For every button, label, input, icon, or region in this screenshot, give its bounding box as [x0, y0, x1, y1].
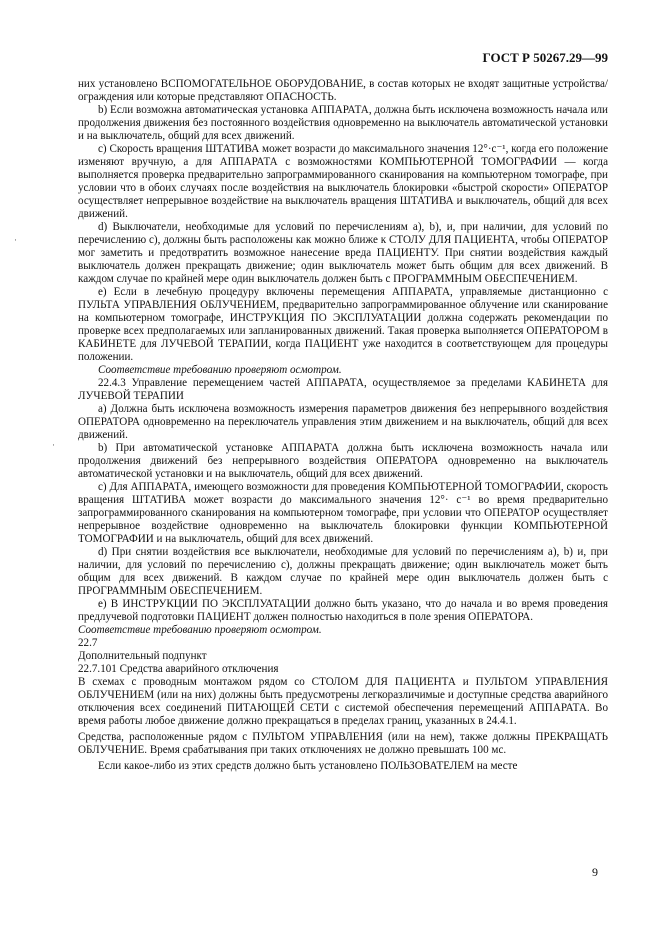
margin-mark: ·	[14, 235, 17, 245]
paragraph: d) Выключатели, необходимые для условий по перечислениям а), b), и, при наличии, для условий по перечислению с), должны быть расположены как можно ближе к СТОЛУ ДЛЯ ПАЦИЕНТА, чтобы ОПЕРАТОР мог заметить и предотвратить возможное нанесение вреда ПАЦИЕНТУ. При снятии воздействия каждый выключатель должен прекращать движение; один выключатель может быть общим для всех движений. В каждом случае по крайней мере один выключатель должен быть с ПРОГРАММНЫМ ОБЕСПЕЧЕНИЕМ.	[78, 221, 608, 285]
paragraph: е) Если в лечебную процедуру включены перемещения АППАРАТА, управляемые дистанционно с ПУЛЬТА УПРАВЛЕНИЯ ОБЛУЧЕНИЕМ, предварительно запрограммированное облучение или сканирование на компьютерном томографе, ИНСТРУКЦИЯ ПО ЭКСПЛУАТАЦИИ должна содержать рекомендации по проверке всех предполагаемых или запланированных движений. Такая проверка выполняется ОПЕРАТОРОМ в КАБИНЕТЕ для ЛУЧЕВОЙ ТЕРАПИИ, когда ПАЦИЕНТ уже находится в соответствующем для процедуры положении.	[78, 286, 608, 363]
paragraph: них установлено ВСПОМОГАТЕЛЬНОЕ ОБОРУДОВАНИЕ, в состав которых не входят защитные устройства/ограждения или которые представляют ОПАСНОСТЬ.	[78, 78, 608, 103]
paragraph: 22.7.101 Средства аварийного отключения	[78, 663, 279, 675]
paragraph: В схемах с проводным монтажом рядом со СТОЛОМ ДЛЯ ПАЦИЕНТА и ПУЛЬТОМ УПРАВЛЕНИЯ ОБЛУЧЕНИЕМ (или на них) должны быть предусмотрены легкоразличимые и доступные средства аварийного отключения всех соединений ПИТАЮЩЕЙ СЕТИ с системой обеспечения перемещений АППАРАТА. Во время работы любое движение должно прекращаться в пределах границ, указанных в 24.4.1.	[78, 676, 608, 727]
document-header: ГОСТ Р 50267.29—99	[482, 50, 608, 65]
paragraph: 22.4.3 Управление перемещением частей АППАРАТА, осуществляемое за пределами КАБИНЕТА для ЛУЧЕВОЙ ТЕРАПИИ	[78, 377, 608, 402]
paragraph: Соответствие требованию проверяют осмотром.	[78, 624, 322, 636]
paragraph: а) Должна быть исключена возможность измерения параметров движения без непрерывного воздействия ОПЕРАТОРА одновременно на переключатель управления этим движением и на выключатель, общий для всех движений.	[78, 403, 608, 441]
paragraph: е) В ИНСТРУКЦИИ ПО ЭКСПЛУАТАЦИИ должно быть указано, что до начала и во время проведения предлучевой подготовки ПАЦИЕНТ должен полностью находиться в поле зрения ОПЕРАТОРА.	[78, 598, 608, 623]
paragraph: Если какое-либо из этих средств должно быть установлено ПОЛЬЗОВАТЕЛЕМ на месте	[98, 760, 518, 772]
paragraph: Дополнительный подпункт	[78, 650, 207, 662]
document-body	[78, 78, 608, 773]
paragraph: d) При снятии воздействия все выключатели, необходимые для условий по перечислениям а), b) и, при наличии, для условий по перечислению с), должны прекращать движение; один выключатель может быть общим для всех движений. В каждом случае по крайней мере один выключатель должен быть с ПРОГРАММНЫМ ОБЕСПЕЧЕНИЕМ.	[78, 546, 608, 597]
paragraph: 22.7	[78, 637, 98, 649]
paragraph: с) Скорость вращения ШТАТИВА может возрасти до максимального значения 12°·с⁻¹, когда его положение изменяют вручную, а для АППАРАТА с возможностями КОМПЬЮТЕРНОЙ ТОМОГРАФИИ — когда выполняется проверка предварительно запрограммированного сканирования на компьютерном томографе, при условии что в обоих случаях после воздействия на выключатель блокировки «быстрой скорости» ОПЕРАТОР осуществляет непрерывное воздействие на выключатель вращения ШТАТИВА и выключатель, общий для всех движений.	[78, 143, 608, 220]
paragraph: Соответствие требованию проверяют осмотром.	[98, 364, 342, 376]
paragraph: b) Если возможна автоматическая установка АППАРАТА, должна быть исключена возможность начала или продолжения движения без постоянного воздействия одновременно на выключатель автоматической установки и на выключатель, общий для всех движений.	[78, 104, 608, 142]
page-number: 9	[592, 865, 598, 879]
margin-mark: ·	[52, 440, 55, 450]
paragraph: b) При автоматической установке АППАРАТА должна быть исключена возможность начала или продолжения движений без непрерывного воздействия ОПЕРАТОРА одновременно на выключатель автоматической установки и на выключатель, общий для всех движений.	[78, 442, 608, 480]
paragraph: Средства, расположенные рядом с ПУЛЬТОМ УПРАВЛЕНИЯ (или на нем), также должны ПРЕКРАЩАТЬ ОБЛУЧЕНИЕ. Время срабатывания при таких отключениях не должно превышать 100 мс.	[78, 731, 608, 756]
paragraph: с) Для АППАРАТА, имеющего возможности для проведения КОМПЬЮТЕРНОЙ ТОМОГРАФИИ, скорость вращения ШТАТИВА может возрасти до максимального значения 12°· с⁻¹ во время предварительно запрограммированного сканирования на компьютерном томографе, при условии что ОПЕРАТОР осуществляет непрерывное воздействие одновременно на выключатель блокировки функции КОМПЬЮТЕРНОЙ ТОМОГРАФИИ и на выключатель, общий для всех движений.	[78, 481, 608, 545]
